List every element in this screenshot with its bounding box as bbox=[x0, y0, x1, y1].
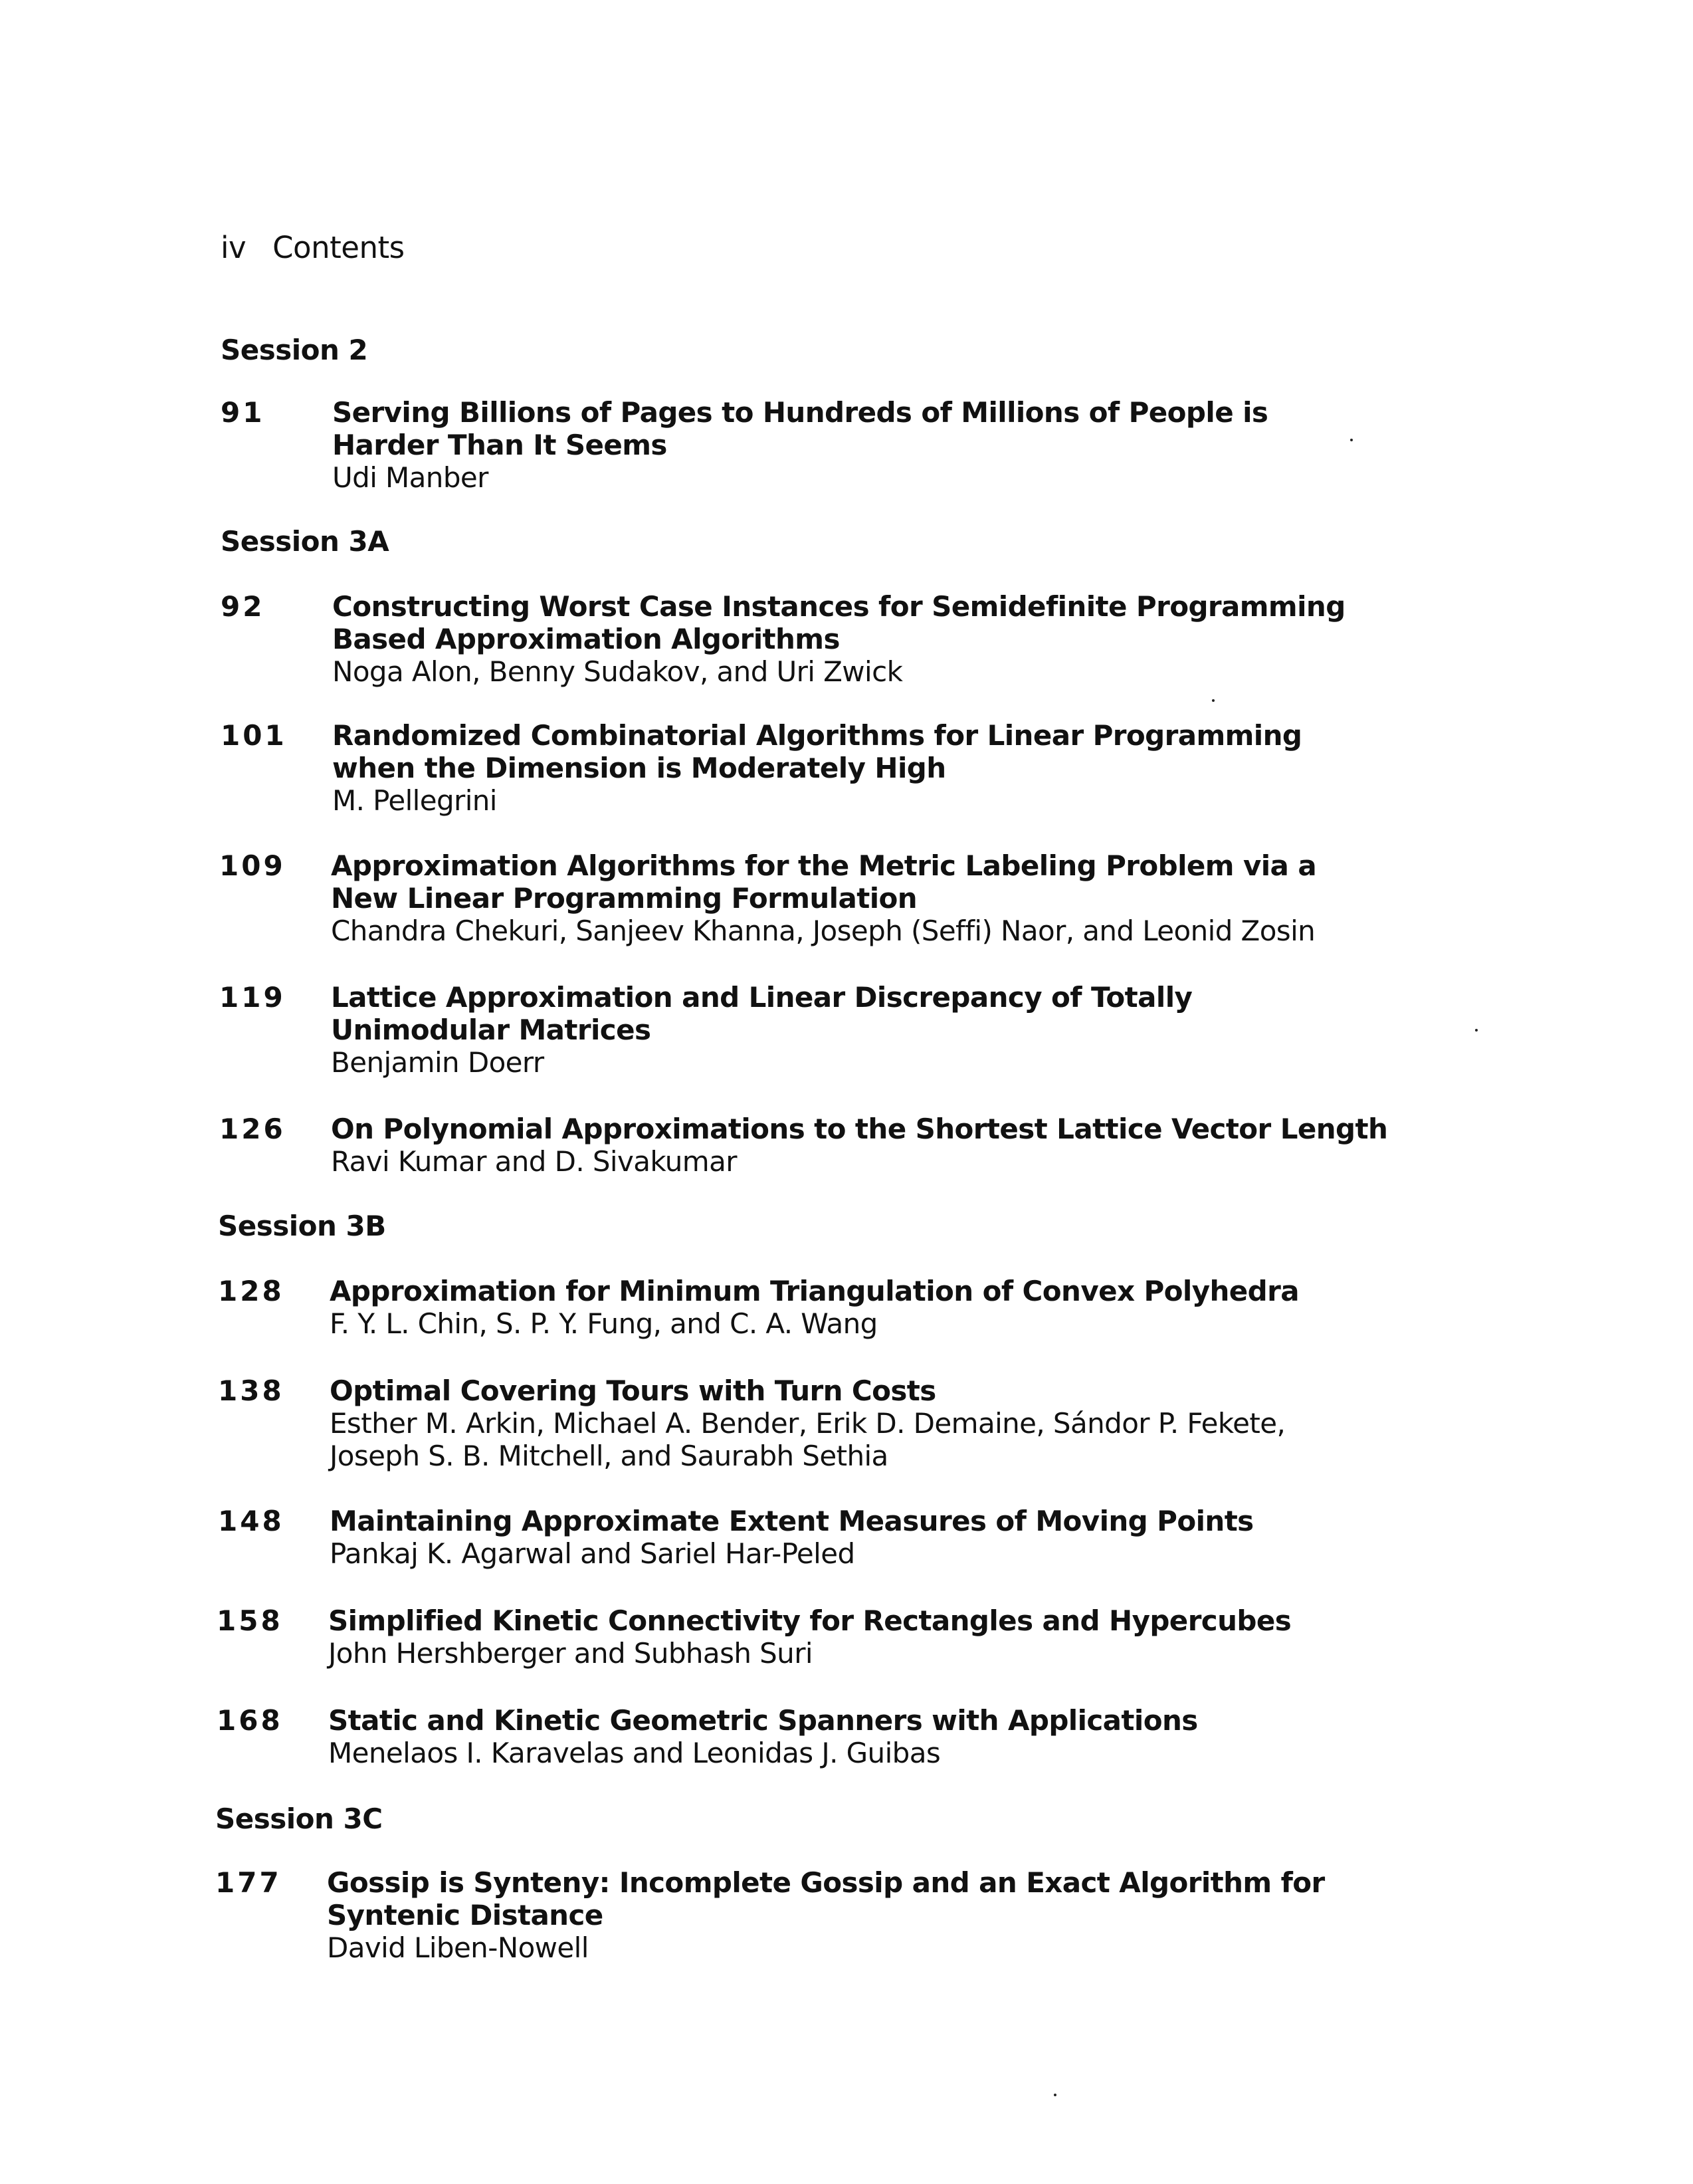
entry-title: Constructing Worst Case Instances for Semidefinite Programming Based Approximation Algorithms bbox=[332, 590, 1345, 655]
entry-page-number: 92 bbox=[221, 590, 265, 623]
entry-title: Gossip is Synteny: Incomplete Gossip and an Exact Algorithm for Syntenic Distance bbox=[327, 1866, 1325, 1931]
entry-title: Serving Billions of Pages to Hundreds of Millions of People is Harder Than It Seems bbox=[332, 396, 1268, 461]
session-heading: Session 2 bbox=[221, 334, 368, 366]
entry-title: Optimal Covering Tours with Turn Costs bbox=[330, 1374, 936, 1407]
running-head bbox=[221, 230, 405, 265]
entry-authors: M. Pellegrini bbox=[332, 784, 497, 817]
entry-page-number: 119 bbox=[219, 981, 286, 1014]
entry-authors: Udi Manber bbox=[332, 461, 488, 494]
section-title: Contents bbox=[272, 230, 405, 265]
entry-authors: Menelaos I. Karavelas and Leonidas J. Guibas bbox=[328, 1737, 941, 1769]
entry-page-number: 158 bbox=[217, 1604, 283, 1637]
entry-title: Static and Kinetic Geometric Spanners with Applications bbox=[328, 1704, 1198, 1737]
scan-speck bbox=[1212, 699, 1215, 702]
session-heading: Session 3A bbox=[221, 525, 389, 558]
entry-page-number: 177 bbox=[215, 1866, 282, 1899]
entry-page-number: 91 bbox=[221, 396, 265, 429]
entry-page-number: 148 bbox=[218, 1505, 284, 1537]
scan-speck bbox=[1475, 1029, 1478, 1032]
entry-authors: Chandra Chekuri, Sanjeev Khanna, Joseph (Seffi) Naor, and Leonid Zosin bbox=[331, 915, 1316, 947]
entry-authors: John Hershberger and Subhash Suri bbox=[328, 1637, 813, 1670]
session-heading: Session 3B bbox=[218, 1210, 386, 1242]
entry-title: Maintaining Approximate Extent Measures of Moving Points bbox=[330, 1505, 1254, 1537]
entry-title: Approximation Algorithms for the Metric Labeling Problem via a New Linear Programming Formulation bbox=[331, 849, 1317, 915]
page-number: iv bbox=[221, 230, 247, 265]
entry-title: Approximation for Minimum Triangulation of Convex Polyhedra bbox=[330, 1275, 1300, 1307]
entry-authors: Benjamin Doerr bbox=[331, 1046, 544, 1079]
entry-page-number: 138 bbox=[218, 1374, 284, 1407]
entry-page-number: 126 bbox=[219, 1113, 286, 1145]
entry-title: On Polynomial Approximations to the Shortest Lattice Vector Length bbox=[331, 1113, 1388, 1145]
scan-speck bbox=[1350, 439, 1353, 441]
entry-page-number: 168 bbox=[217, 1704, 283, 1737]
entry-page-number: 101 bbox=[221, 719, 287, 752]
entry-title: Simplified Kinetic Connectivity for Rectangles and Hypercubes bbox=[328, 1604, 1292, 1637]
entry-page-number: 109 bbox=[219, 849, 286, 882]
entry-authors: Esther M. Arkin, Michael A. Bender, Erik D. Demaine, Sándor P. Fekete, Joseph S. B. Mitchell, and Saurabh Sethia bbox=[330, 1407, 1286, 1472]
entry-title: Randomized Combinatorial Algorithms for Linear Programming when the Dimension is Moderately High bbox=[332, 719, 1302, 784]
entry-title: Lattice Approximation and Linear Discrepancy of Totally Unimodular Matrices bbox=[331, 981, 1193, 1046]
entry-authors: Noga Alon, Benny Sudakov, and Uri Zwick bbox=[332, 655, 903, 688]
entry-authors: F. Y. L. Chin, S. P. Y. Fung, and C. A. Wang bbox=[330, 1307, 878, 1340]
entry-authors: Ravi Kumar and D. Sivakumar bbox=[331, 1145, 737, 1178]
session-heading: Session 3C bbox=[215, 1802, 383, 1835]
entry-authors: David Liben-Nowell bbox=[327, 1931, 589, 1964]
entry-page-number: 128 bbox=[218, 1275, 284, 1307]
scan-speck bbox=[1054, 2094, 1056, 2096]
entry-authors: Pankaj K. Agarwal and Sariel Har-Peled bbox=[330, 1537, 855, 1570]
